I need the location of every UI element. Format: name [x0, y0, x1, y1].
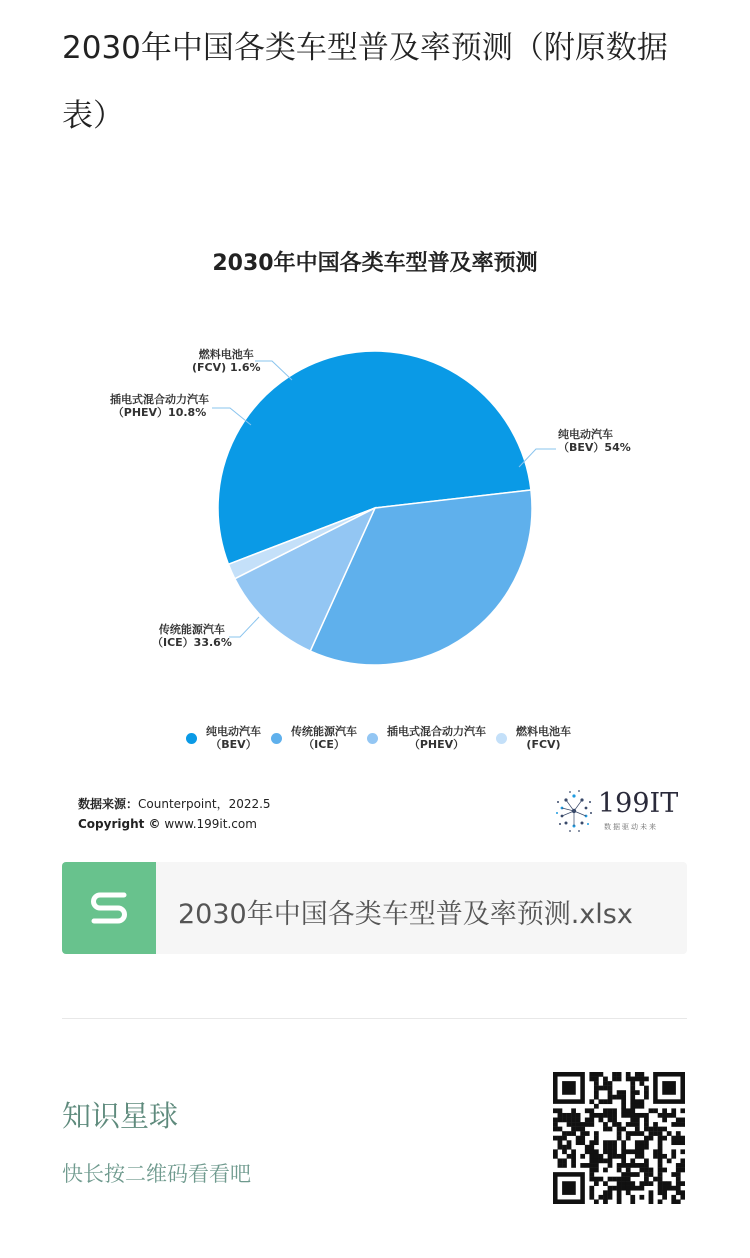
legend-swatch	[271, 733, 282, 744]
chart-source	[78, 794, 271, 834]
zsxq-title: 知识星球	[62, 1099, 179, 1133]
slice-label-name: 纯电动汽车	[558, 428, 613, 441]
legend-name: 传统能源汽车	[291, 725, 357, 738]
legend-swatch	[367, 733, 378, 744]
source-text: Counterpoint，2022.5	[138, 797, 271, 811]
legend-item-phev	[367, 725, 486, 751]
slice-label-name: 燃料电池车	[198, 348, 254, 361]
brand-name: 199IT	[598, 788, 679, 819]
legend-swatch	[496, 733, 507, 744]
copyright-text: www.199it.com	[160, 817, 257, 831]
leader-line-ice	[229, 617, 259, 637]
pie-chart-svg	[0, 220, 750, 860]
legend-code: （PHEV）	[408, 738, 465, 751]
leader-line-fcv	[255, 361, 292, 380]
legend-name: 燃料电池车	[516, 725, 571, 738]
legend-code: (FCV)	[526, 738, 561, 751]
article-title: 2030年中国各类车型普及率预测（附原数据表）	[62, 30, 668, 134]
legend-item-fcv	[496, 725, 571, 751]
slice-label-bev	[558, 428, 631, 454]
slice-label-ice	[152, 623, 232, 649]
copyright-label: Copyright ©	[78, 817, 161, 831]
legend-item-bev	[186, 725, 261, 751]
legend-code: （ICE）	[303, 738, 345, 751]
spreadsheet-s-icon	[62, 862, 156, 954]
slice-label-phev	[110, 393, 209, 419]
legend-swatch	[186, 733, 197, 744]
attachment-card[interactable]	[62, 862, 687, 954]
slice-label-name: 插电式混合动力汽车	[110, 393, 209, 406]
dandelion-logo-icon	[552, 788, 596, 834]
attachment-file-name: 2030年中国各类车型普及率预测.xlsx	[178, 899, 633, 930]
source-label: 数据来源：	[78, 797, 139, 811]
copyright-line	[78, 814, 271, 834]
brand-tagline: 数据驱动未来	[604, 823, 658, 831]
slice-label-fcv	[192, 348, 261, 374]
chart-legend	[186, 725, 581, 751]
slice-label-name: 传统能源汽车	[158, 623, 225, 636]
legend-name: 插电式混合动力汽车	[387, 725, 486, 738]
pie-chart	[0, 220, 750, 860]
legend-name: 纯电动汽车	[206, 725, 261, 738]
qr-code-icon[interactable]	[553, 1072, 685, 1204]
section-divider	[62, 1018, 687, 1019]
slice-label-value: （PHEV）10.8%	[112, 406, 207, 419]
chart-title: 2030年中国各类车型普及率预测	[212, 251, 538, 276]
brand-logo	[552, 786, 682, 834]
slice-label-value: （ICE）33.6%	[152, 636, 232, 649]
source-line	[78, 794, 271, 814]
legend-item-ice	[271, 725, 357, 751]
zsxq-subtitle: 快长按二维码看看吧	[62, 1162, 251, 1186]
slice-label-value: (FCV) 1.6%	[192, 361, 261, 374]
legend-code: （BEV）	[210, 738, 257, 751]
slice-label-value: （BEV）54%	[558, 441, 631, 454]
